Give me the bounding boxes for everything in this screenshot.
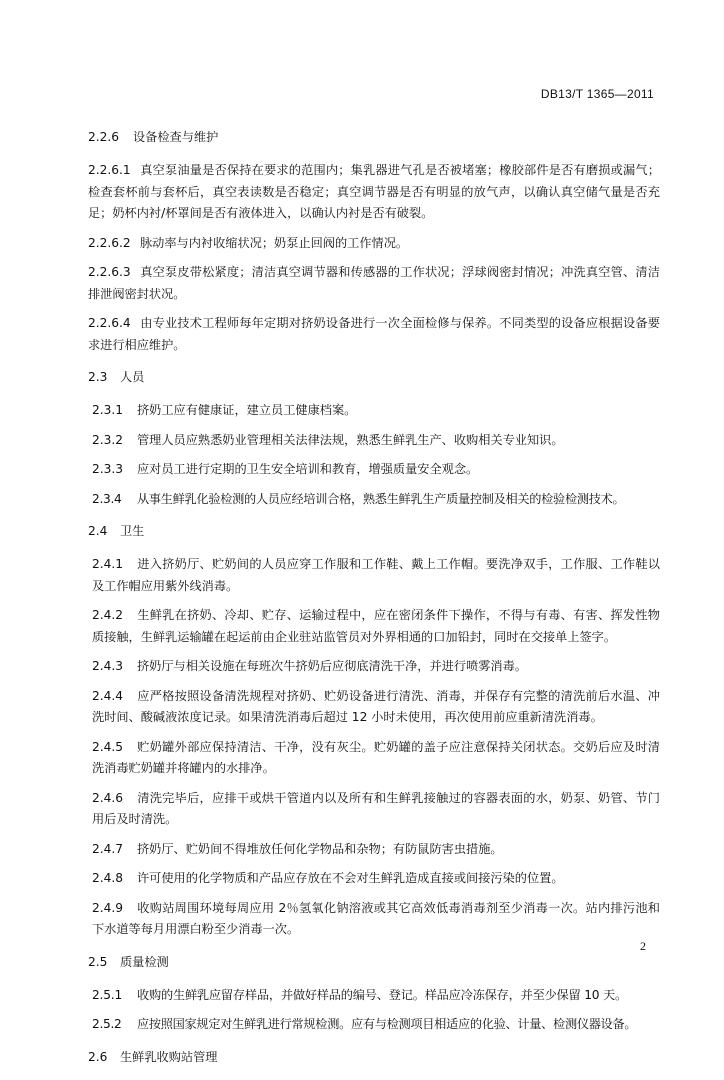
clause-number: 2.3.1 xyxy=(92,403,124,417)
section-title: 生鲜乳收购站管理 xyxy=(120,1049,218,1064)
clause-text: 贮奶罐外部应保持清洁、干净，没有灰尘。贮奶罐的盖子应注意保持关闭状态。交奶后应及时清洗消毒贮奶罐并将罐内的水排净。 xyxy=(92,739,660,775)
clause-text: 真空泵油量是否保持在要求的范围内；集乳器进气孔是否被堵塞；橡胶部件是否有磨损或漏气；检查套杯前与套杯后，真空表读数是否稳定；真空调节器是否有明显的放气声，以确认真空储气量是否充足；奶杯内衬/杯罩间是否有液体进入，以确认内衬是否有破裂。 xyxy=(88,163,660,220)
section-title: 设备检查与维护 xyxy=(133,130,219,144)
clause-text: 清洗完毕后，应排干或烘干管道内以及所有和生鲜乳接触过的容器表面的水，奶泵、奶管、节门用后及时清洗。 xyxy=(92,790,660,826)
clause-number: 2.2.6.4 xyxy=(88,316,131,330)
clause-number: 2.5.2 xyxy=(92,1017,122,1031)
clause-number: 2.4.2 xyxy=(92,608,124,622)
clause-2-4-9 xyxy=(88,898,660,941)
section-number: 2.2.6 xyxy=(88,130,120,144)
section-number: 2.5 xyxy=(88,954,108,969)
clause-2-2-6-4 xyxy=(88,313,660,356)
clause-2-2-6-2 xyxy=(88,233,660,255)
clause-2-4-8 xyxy=(88,868,660,890)
section-heading xyxy=(88,522,660,540)
standard-code: DB13/T 1365—2011 xyxy=(540,87,654,101)
clause-2-4-6 xyxy=(88,788,660,831)
section-heading xyxy=(88,368,660,386)
section-title: 人员 xyxy=(120,370,145,384)
clause-number: 2.4.5 xyxy=(92,739,124,754)
clause-2-3-3 xyxy=(88,459,660,481)
clause-number: 2.4.9 xyxy=(92,900,124,915)
clause-text: 由专业技术工程师每年定期对挤奶设备进行一次全面检修与保养。不同类型的设备应根据设备要求进行相应维护。 xyxy=(88,316,660,352)
clause-number: 2.4.3 xyxy=(92,659,124,673)
clause-2-3-4 xyxy=(88,489,660,511)
clause-2-5-2 xyxy=(88,1014,660,1036)
clause-2-4-4 xyxy=(88,686,660,729)
section-2-2-6 xyxy=(88,128,660,356)
clause-number: 2.3.2 xyxy=(92,432,124,447)
clause-2-4-1 xyxy=(88,554,660,597)
clause-2-4-7 xyxy=(88,839,660,861)
clause-text: 真空泵皮带松紧度；清洁真空调节器和传感器的工作状况；浮球阀密封情况；冲洗真空管、清洁排泄阀密封状况。 xyxy=(88,265,660,301)
clause-text: 挤奶厅、贮奶间不得堆放任何化学物品和杂物；有防鼠防害虫措施。 xyxy=(137,841,503,856)
clause-number: 2.2.6.1 xyxy=(88,163,131,177)
clause-number: 2.2.6.2 xyxy=(88,235,131,250)
clause-text: 从事生鲜乳化验检测的人员应经培训合格，熟悉生鲜乳生产质量控制及相关的检验检测技术。 xyxy=(137,491,625,506)
clause-number: 2.4.6 xyxy=(92,790,124,805)
clause-text: 生鲜乳在挤奶、冷却、贮存、运输过程中，应在密闭条件下操作，不得与有毒、有害、挥发性物质接触，生鲜乳运输罐在起运前由企业驻站监管员对外界相通的口加铅封，同时在交接单上签字。 xyxy=(92,608,660,644)
clause-2-4-3 xyxy=(88,656,660,678)
clause-2-2-6-3 xyxy=(88,262,660,305)
section-number: 2.3 xyxy=(88,370,108,384)
document-body xyxy=(88,128,660,1080)
clause-number: 2.4.7 xyxy=(92,841,124,856)
clause-number: 2.2.6.3 xyxy=(88,265,131,279)
clause-text: 管理人员应熟悉奶业管理相关法律法规，熟悉生鲜乳生产、收购相关专业知识。 xyxy=(137,432,564,447)
clause-text: 挤奶工应有健康证，建立员工健康档案。 xyxy=(137,403,357,417)
clause-text: 收购的生鲜乳应留存样品，并做好样品的编号、登记。样品应冷冻保存，并至少保留 10 天。 xyxy=(137,987,627,1002)
clause-number: 2.4.8 xyxy=(92,871,124,885)
section-2-3 xyxy=(88,368,660,510)
clause-text: 应对员工进行定期的卫生安全培训和教育，增强质量安全观念。 xyxy=(137,462,479,476)
section-number: 2.4 xyxy=(88,524,108,538)
clause-2-5-1 xyxy=(88,985,660,1007)
clause-number: 2.5.1 xyxy=(92,987,123,1002)
clause-text: 收购站周围环境每周应用 2％氢氧化钠溶液或其它高效低毒消毒剂至少消毒一次。站内排污池和下水道等每月用漂白粉至少消毒一次。 xyxy=(92,900,660,936)
clause-2-2-6-1 xyxy=(88,160,660,225)
clause-2-3-1 xyxy=(88,400,660,422)
section-2-6 xyxy=(88,1048,660,1066)
section-heading xyxy=(88,1048,660,1066)
clause-text: 应严格按照设备清洗规程对挤奶、贮奶设备进行清洗、消毒，并保存有完整的清洗前后水温、冲洗时间、酸碱液浓度记录。如果清洗消毒后超过 12 小时未使用，再次使用前应重新清洗消毒。 xyxy=(92,688,660,724)
section-title: 质量检测 xyxy=(120,954,169,969)
clause-text: 挤奶厅与相关设施在每班次牛挤奶后应彻底清洗干净，并进行喷雾消毒。 xyxy=(137,659,527,673)
clause-number: 2.3.3 xyxy=(92,462,124,476)
clause-text: 许可使用的化学物质和产品应存放在不会对生鲜乳造成直接或间接污染的位置。 xyxy=(137,871,564,885)
clause-2-3-2 xyxy=(88,430,660,452)
section-2-5 xyxy=(88,953,660,1036)
clause-2-4-2 xyxy=(88,605,660,648)
clause-text: 应按照国家规定对生鲜乳进行常规检测。应有与检测项目相适应的化验、计量、检测仪器设备。 xyxy=(137,1017,637,1031)
clause-text: 进入挤奶厅、贮奶间的人员应穿工作服和工作鞋、戴上工作帽。要洗净双手，工作服、工作鞋以及工作帽应用紫外线消毒。 xyxy=(92,557,660,593)
clause-2-4-5 xyxy=(88,737,660,780)
page-number: 2 xyxy=(640,939,646,953)
clause-number: 2.4.1 xyxy=(92,557,124,571)
clause-number: 2.4.4 xyxy=(92,688,124,703)
section-2-4 xyxy=(88,522,660,941)
section-title: 卫生 xyxy=(120,524,145,538)
section-heading xyxy=(88,953,660,971)
section-heading xyxy=(88,128,660,146)
section-number: 2.6 xyxy=(88,1049,108,1064)
clause-number: 2.3.4 xyxy=(92,491,122,506)
clause-text: 脉动率与内衬收缩状况；奶泵止回阀的工作情况。 xyxy=(140,235,409,250)
